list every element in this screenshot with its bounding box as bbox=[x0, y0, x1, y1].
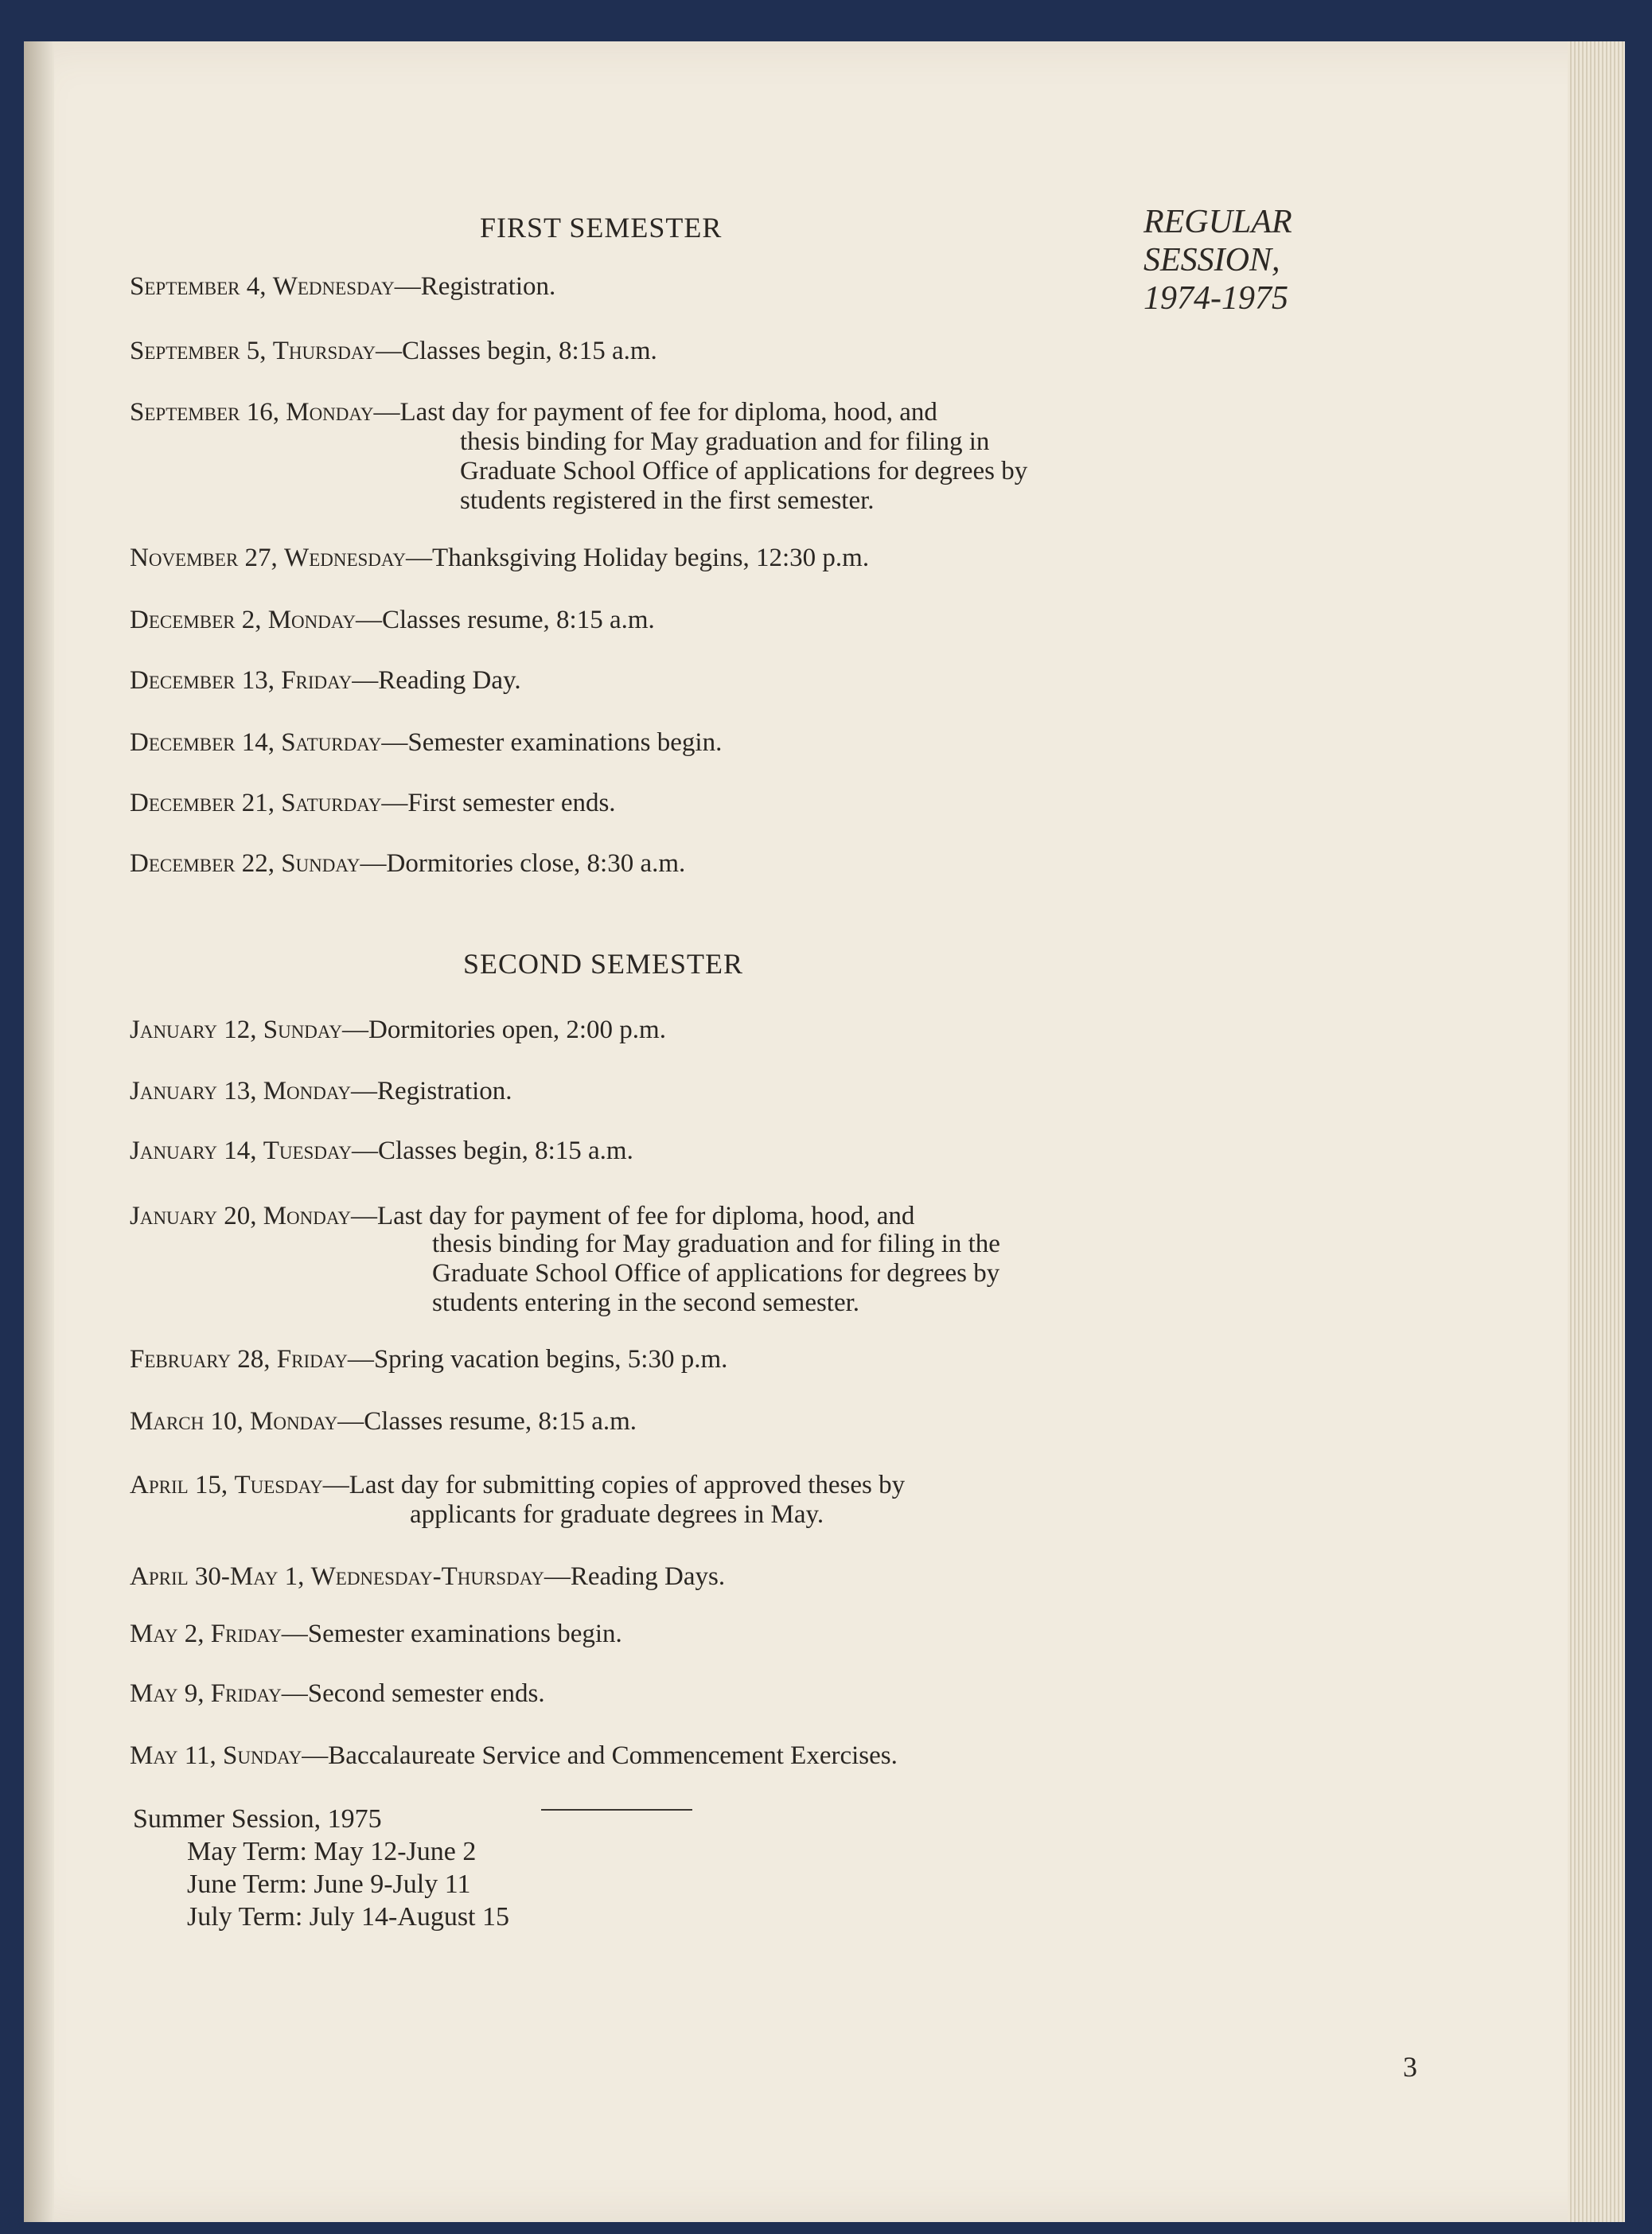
calendar-entry bbox=[130, 544, 869, 573]
calendar-entry bbox=[130, 1679, 545, 1709]
entry-date: January 20, bbox=[130, 1202, 257, 1230]
entry-date: December 2, bbox=[130, 606, 262, 634]
entry-text: —Dormitories close, 8:30 a.m. bbox=[360, 849, 686, 878]
entry-date: January 14, bbox=[130, 1136, 257, 1165]
calendar-entry bbox=[130, 1741, 898, 1771]
entry-day: Monday bbox=[263, 1202, 351, 1230]
summer-term: June Term: June 9-July 11 bbox=[187, 1869, 471, 1899]
entry-continuation bbox=[410, 1500, 824, 1530]
entry-date: February 28, bbox=[130, 1345, 271, 1374]
entry-text: —Reading Day. bbox=[352, 666, 521, 695]
calendar-entry bbox=[130, 1407, 637, 1437]
entry-date: May 9, bbox=[130, 1679, 205, 1708]
entry-date: September 5, bbox=[130, 337, 267, 365]
entry-day: Monday bbox=[263, 1077, 351, 1105]
entry-text: —Dormitories open, 2:00 p.m. bbox=[342, 1016, 666, 1044]
calendar-entry bbox=[130, 1077, 512, 1106]
entry-date: January 12, bbox=[130, 1016, 257, 1044]
entry-date: December 21, bbox=[130, 789, 275, 817]
entry-date: May 2, bbox=[130, 1620, 205, 1648]
first-semester-heading: FIRST SEMESTER bbox=[480, 212, 723, 244]
entry-text: —Semester examinations begin. bbox=[381, 728, 723, 757]
entry-day: Friday bbox=[276, 1345, 348, 1374]
entry-day: Wednesday bbox=[284, 544, 407, 572]
entry-continuation-line: applicants for graduate degrees in May. bbox=[410, 1500, 824, 1529]
entry-day: Tuesday bbox=[234, 1471, 323, 1499]
entry-continuation-line: students registered in the first semester. bbox=[460, 486, 875, 515]
entry-date: March 10, bbox=[130, 1407, 244, 1436]
entry-text: —Thanksgiving Holiday begins, 12:30 p.m. bbox=[406, 544, 870, 572]
entry-date: December 14, bbox=[130, 728, 275, 757]
calendar-entry bbox=[130, 1016, 666, 1045]
calendar-entry bbox=[130, 606, 655, 635]
entry-text: —Last day for payment of fee for diploma, hood, and bbox=[351, 1202, 915, 1230]
side-title-line: 1974-1975 bbox=[1144, 280, 1288, 317]
side-title-line: REGULAR bbox=[1144, 204, 1292, 240]
summer-term: May Term: May 12-June 2 bbox=[187, 1837, 477, 1866]
side-title-line: SESSION, bbox=[1144, 242, 1280, 279]
entry-day: Monday bbox=[286, 398, 374, 427]
entry-continuation-line: thesis binding for May graduation and for filing in the bbox=[432, 1230, 1000, 1258]
entry-date: November 27, bbox=[130, 544, 278, 572]
entry-day: Sunday bbox=[263, 1016, 343, 1044]
entry-text: —Semester examinations begin. bbox=[281, 1620, 622, 1648]
entry-text: —First semester ends. bbox=[381, 789, 616, 817]
entry-day: Wednesday bbox=[272, 272, 395, 301]
summer-session-title: Summer Session, 1975 bbox=[133, 1804, 382, 1834]
entry-text: —Registration. bbox=[351, 1077, 512, 1105]
entry-day: Friday bbox=[210, 1620, 282, 1648]
calendar-entry bbox=[130, 789, 616, 818]
entry-text: —Registration. bbox=[394, 272, 556, 301]
calendar-entry bbox=[130, 272, 555, 302]
entry-day: Sunday bbox=[281, 849, 360, 878]
calendar-entry bbox=[130, 1202, 914, 1231]
calendar-entry bbox=[130, 728, 722, 758]
entry-text: —Last day for submitting copies of approved theses by bbox=[322, 1471, 906, 1499]
entry-day: Wednesday-Thursday bbox=[310, 1562, 544, 1591]
entry-text: —Classes begin, 8:15 a.m. bbox=[375, 337, 657, 365]
entry-day: Friday bbox=[281, 666, 353, 695]
entry-continuation bbox=[432, 1230, 1000, 1318]
entry-text: —Spring vacation begins, 5:30 p.m. bbox=[347, 1345, 728, 1374]
entry-date: April 15, bbox=[130, 1471, 228, 1499]
entry-text: —Second semester ends. bbox=[281, 1679, 545, 1708]
entry-continuation-line: thesis binding for May graduation and for filing in bbox=[460, 427, 990, 456]
side-title bbox=[1144, 203, 1382, 318]
calendar-entry bbox=[130, 337, 657, 366]
entry-day: Sunday bbox=[222, 1741, 302, 1770]
entry-continuation bbox=[460, 427, 1027, 516]
entry-date: May 11, bbox=[130, 1741, 216, 1770]
second-semester-heading: SECOND SEMESTER bbox=[463, 948, 744, 980]
entry-date: April 30-May 1, bbox=[130, 1562, 305, 1591]
entry-text: —Last day for payment of fee for diploma, hood, and bbox=[373, 398, 937, 427]
entry-text: —Classes begin, 8:15 a.m. bbox=[352, 1136, 633, 1165]
entry-text: —Classes resume, 8:15 a.m. bbox=[337, 1407, 637, 1436]
calendar-entry bbox=[130, 1136, 633, 1166]
entry-date: January 13, bbox=[130, 1077, 257, 1105]
calendar-entry bbox=[130, 1562, 725, 1592]
entry-date: December 22, bbox=[130, 849, 275, 878]
calendar-entry bbox=[130, 1345, 727, 1374]
entry-day: Saturday bbox=[281, 789, 382, 817]
page-number: 3 bbox=[1403, 2051, 1417, 2083]
calendar-entry bbox=[130, 849, 685, 879]
calendar-entry bbox=[130, 1471, 905, 1500]
entry-date: December 13, bbox=[130, 666, 275, 695]
entry-date: September 16, bbox=[130, 398, 279, 427]
binding-gutter bbox=[24, 41, 54, 2222]
summer-session bbox=[133, 1803, 509, 1933]
entry-continuation-line: Graduate School Office of applications for degrees by bbox=[432, 1259, 1000, 1288]
divider-rule bbox=[541, 1809, 692, 1811]
entry-day: Thursday bbox=[272, 337, 376, 365]
entry-continuation-line: students entering in the second semester. bbox=[432, 1289, 860, 1317]
calendar-entry bbox=[130, 1620, 622, 1649]
entry-date: September 4, bbox=[130, 272, 267, 301]
entry-text: —Classes resume, 8:15 a.m. bbox=[355, 606, 655, 634]
entry-day: Friday bbox=[210, 1679, 282, 1708]
entry-day: Monday bbox=[250, 1407, 338, 1436]
entry-text: —Reading Days. bbox=[544, 1562, 726, 1591]
entry-day: Tuesday bbox=[263, 1136, 353, 1165]
entry-continuation-line: Graduate School Office of applications for degrees by bbox=[460, 457, 1028, 485]
entry-day: Saturday bbox=[281, 728, 382, 757]
calendar-entry bbox=[130, 666, 521, 696]
entry-day: Monday bbox=[267, 606, 356, 634]
calendar-entry bbox=[130, 398, 937, 427]
summer-term: July Term: July 14-August 15 bbox=[187, 1902, 509, 1932]
page-edge bbox=[1568, 41, 1625, 2222]
entry-text: —Baccalaureate Service and Commencement Exercises. bbox=[302, 1741, 898, 1770]
